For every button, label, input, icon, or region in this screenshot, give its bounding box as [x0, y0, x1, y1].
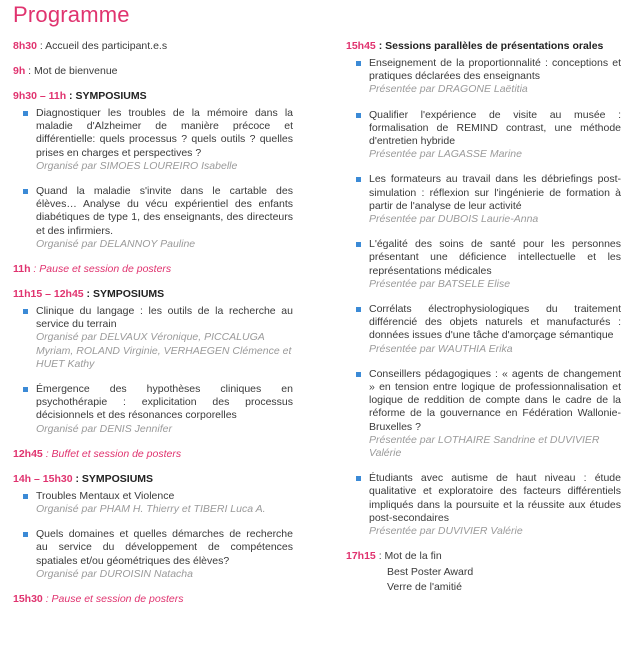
- slot-text: : Pause et session de posters: [42, 593, 184, 606]
- item-organizer: Organisé par DENIS Jennifer: [36, 422, 172, 435]
- right-column: [346, 40, 621, 595]
- square-bullet-icon: [356, 177, 361, 182]
- slot-break-1: [13, 263, 293, 276]
- item-title: Étudiants avec autisme de haut niveau : étude qualitative et exploratoire des facteurs différentiels impliqués dans la poursuite et la réussite aux études post-secondaires: [369, 472, 621, 524]
- list-item: [13, 528, 293, 581]
- list-item: [13, 305, 293, 371]
- list-item: [13, 490, 293, 516]
- list-item: [346, 109, 621, 162]
- page-title: Programme: [13, 2, 130, 27]
- item-presenter: Présentée par DUVIVIER Valérie: [369, 525, 523, 538]
- slot-sessions: [346, 40, 621, 53]
- item-organizer: Organisé par SIMOES LOUREIRO Isabelle: [36, 159, 238, 172]
- slot-break-2: [13, 593, 293, 606]
- closing-drinks: Verre de l'amitié: [387, 581, 462, 594]
- square-bullet-icon: [356, 61, 361, 66]
- list-item: [13, 383, 293, 436]
- slot-welcome: [13, 40, 293, 53]
- item-title: Quels domaines et quelles démarches de recherche au service du développement de compétences spatiales et/ou géométriques des élèves?: [36, 528, 293, 567]
- slot-symposium-2: [13, 288, 293, 301]
- slot-text: : Pause et session de posters: [30, 263, 172, 276]
- item-organizer: Organisé par DUROISIN Natacha: [36, 567, 193, 580]
- slot-text: : Mot de bienvenue: [25, 65, 118, 77]
- item-presenter: Présentée par WAUTHIA Erika: [369, 342, 513, 355]
- slot-label: : SYMPOSIUMS: [66, 90, 147, 102]
- square-bullet-icon: [23, 532, 28, 537]
- square-bullet-icon: [23, 111, 28, 116]
- square-bullet-icon: [23, 309, 28, 314]
- item-title: Corrélats électrophysiologiques du traitement différencié des objets naturels et manufacturés : données issues d'une tâche d'amorçage sémantique: [369, 303, 621, 342]
- item-title: Troubles Mentaux et Violence: [36, 489, 175, 502]
- slot-text: : Mot de la fin: [375, 550, 442, 563]
- left-column: [13, 40, 293, 618]
- slot-time: 15h30: [13, 593, 43, 606]
- square-bullet-icon: [23, 494, 28, 499]
- item-title: Conseillers pédagogiques : « agents de changement » en tension entre logique de professionnalisation et logique de reddition de compte dans le cadre de la réforme de la gouvernance en Fédération Wallonie-Bruxelles ?: [369, 367, 621, 433]
- square-bullet-icon: [356, 372, 361, 377]
- list-item: [346, 368, 621, 460]
- slot-time: 11h15 – 12h45: [13, 288, 84, 301]
- list-item: [346, 57, 621, 97]
- slot-text: : Buffet et session de posters: [42, 447, 182, 460]
- list-item: [346, 472, 621, 538]
- item-title: Qualifier l'expérience de visite au musée : formalisation de REMIND contrast, une méthode d'entretien hybride: [369, 108, 621, 148]
- slot-time: 9h30 – 11h: [13, 90, 67, 102]
- slot-time: 8h30: [13, 40, 37, 52]
- item-organizer: Organisé par PHAM H. Thierry et TIBERI Luca A.: [36, 503, 266, 516]
- square-bullet-icon: [23, 189, 28, 194]
- slot-time: 14h – 15h30: [13, 472, 73, 485]
- slot-time: 9h: [13, 65, 26, 77]
- list-item: [346, 238, 621, 291]
- item-presenter: Présentée par DUBOIS Laurie-Anna: [369, 213, 539, 226]
- list-item: [346, 303, 621, 356]
- slot-closing: [346, 550, 621, 563]
- item-title: Émergence des hypothèses cliniques en psychothérapie : explicitation des processus décisionnels et des résonances corporelles: [36, 383, 293, 422]
- item-organizer: Organisé par DELVAUX Véronique, PICCALUGA Myriam, ROLAND Virginie, VERHAEGEN Clémence et HUET Kathy: [36, 331, 292, 370]
- slot-symposium-1: [13, 90, 293, 103]
- slot-time: 12h45: [13, 447, 43, 460]
- list-item: [346, 173, 621, 226]
- slot-time: 11h: [13, 263, 31, 276]
- item-presenter: Présentée par DRAGONE Laëtitia: [369, 83, 528, 96]
- slot-label: : SYMPOSIUMS: [72, 472, 154, 485]
- item-title: Enseignement de la proportionnalité : conceptions et pratiques déclarées des enseignants: [369, 57, 621, 83]
- square-bullet-icon: [23, 387, 28, 392]
- slot-label: : Sessions parallèles de présentations orales: [375, 40, 604, 52]
- item-title: Clinique du langage : les outils de la recherche au service du terrain: [36, 305, 293, 331]
- item-organizer: Organisé par DELANNOY Pauline: [36, 237, 196, 250]
- item-title: Quand la maladie s'invite dans le cartable des élèves… Analyse du vécu expérientiel des enfants diabétiques de type 1, des enseignants, des directeurs et des infirmiers.: [36, 185, 293, 237]
- slot-lunch: [13, 448, 293, 461]
- list-item: [13, 107, 293, 173]
- list-item: [13, 185, 293, 251]
- item-presenter: Présentée par LAGASSE Marine: [369, 148, 522, 161]
- item-presenter: Présentée par BATSELE Elise: [369, 277, 511, 290]
- slot-time: 15h45: [346, 40, 376, 52]
- slot-time: 17h15: [346, 550, 376, 563]
- closing-award: Best Poster Award: [387, 566, 474, 579]
- slot-greeting: [13, 65, 293, 78]
- square-bullet-icon: [356, 242, 361, 247]
- slot-symposium-3: [13, 473, 293, 486]
- slot-label: : SYMPOSIUMS: [83, 288, 165, 301]
- square-bullet-icon: [356, 307, 361, 312]
- item-title: Les formateurs au travail dans les débriefings post-simulation : réflexion sur l'ingénierie de formation à partir de l'analyse de leur activité: [369, 173, 621, 212]
- square-bullet-icon: [356, 113, 361, 118]
- slot-text: : Accueil des participant.e.s: [36, 40, 168, 52]
- item-title: L'égalité des soins de santé pour les personnes présentant une déficience intellectuelle et les représentations médicales: [369, 238, 621, 277]
- square-bullet-icon: [356, 476, 361, 481]
- item-title: Diagnostiquer les troubles de la mémoire dans la maladie d'Alzheimer de manière précoce et différentielle: quels processus ? quels outils ? quelles prises en charges et perspectives ?: [36, 107, 293, 159]
- item-presenter: Présentée par LOTHAIRE Sandrine et DUVIVIER Valérie: [369, 433, 600, 460]
